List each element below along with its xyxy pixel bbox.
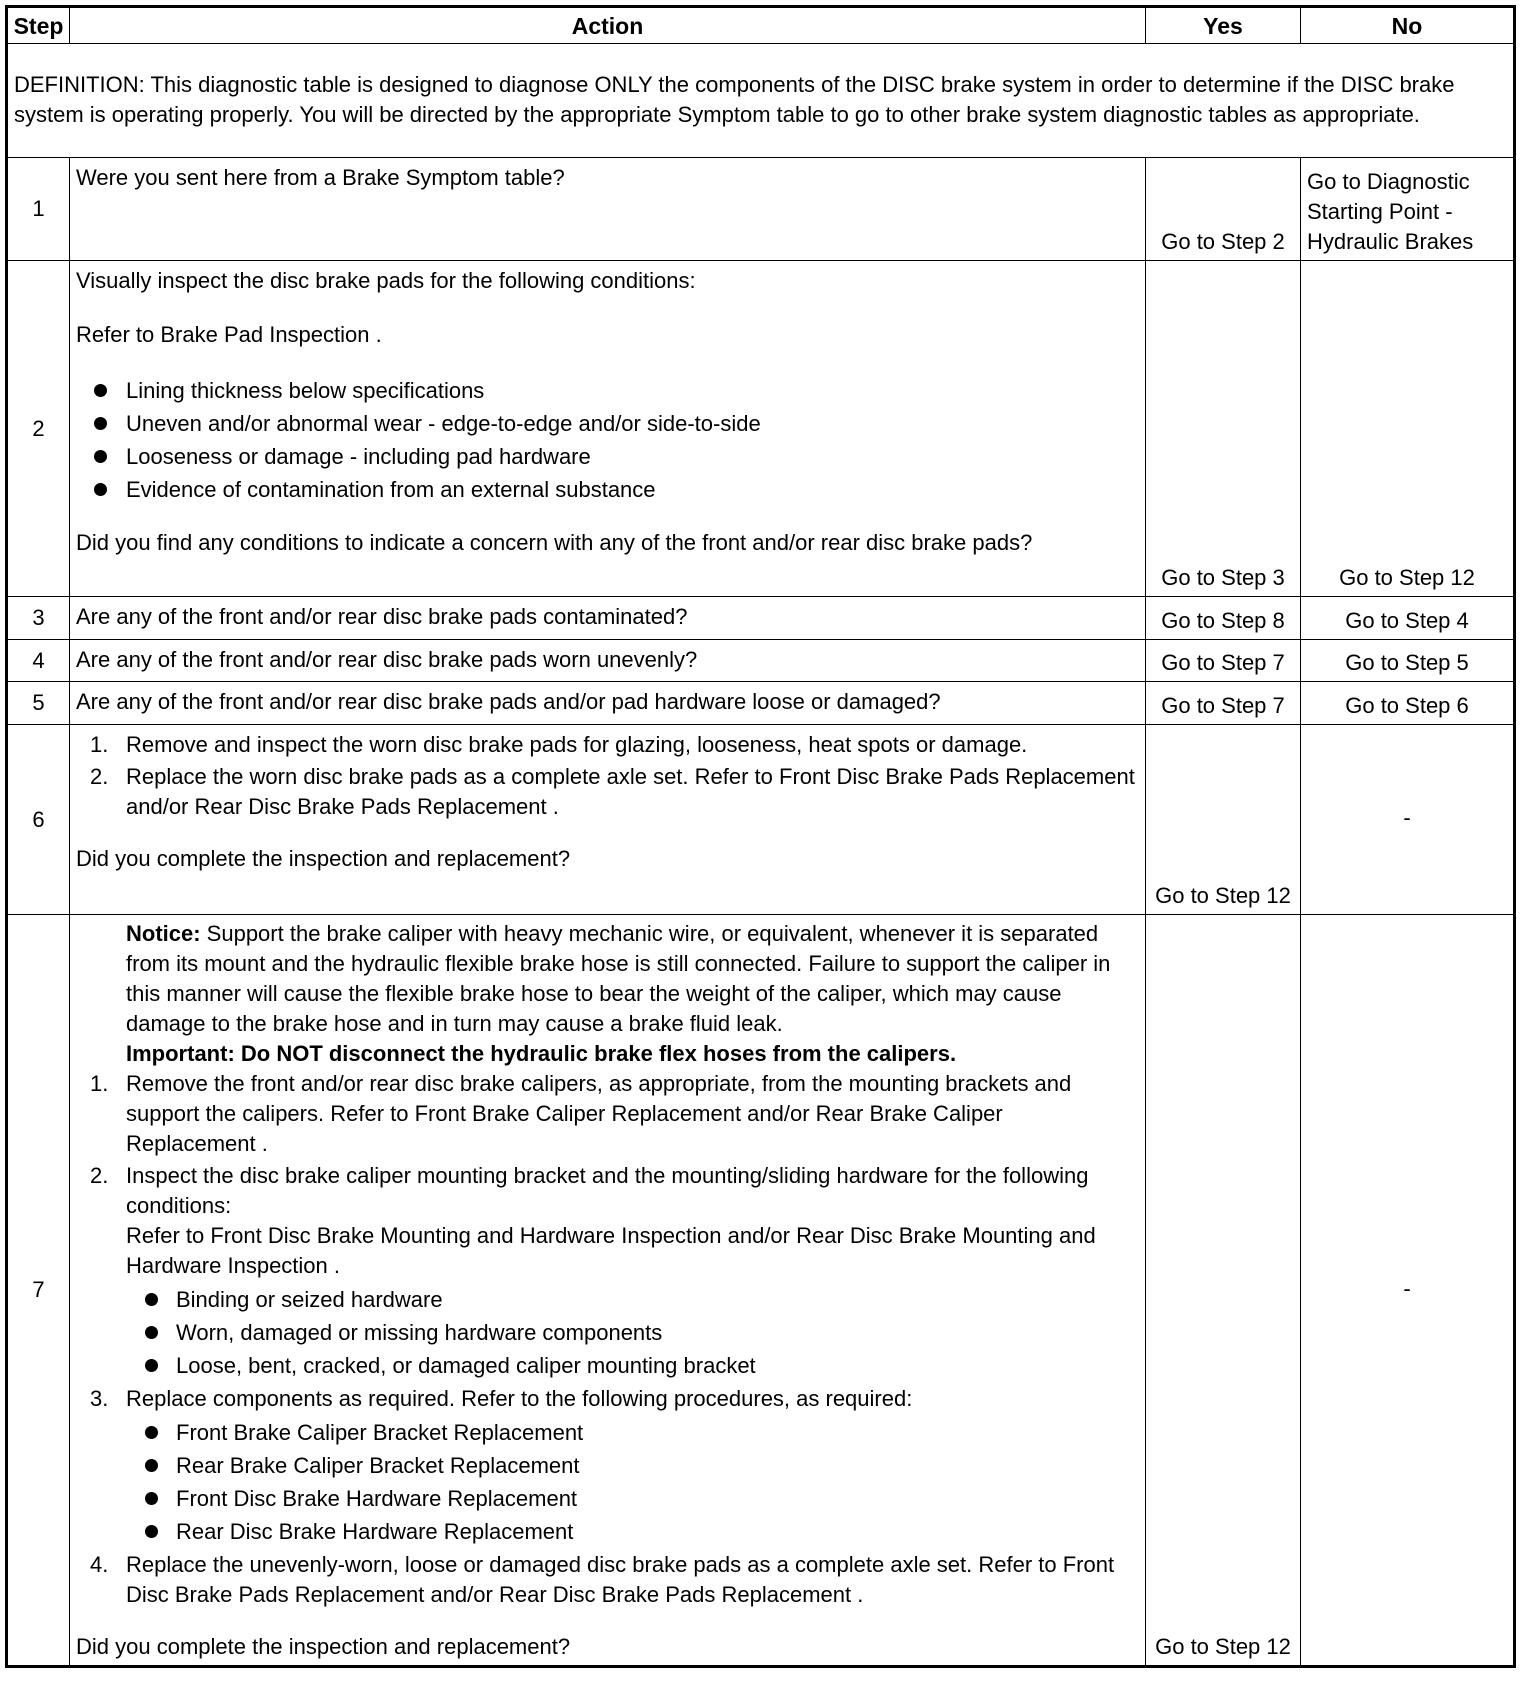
no-cell: Go to Step 12	[1301, 261, 1515, 597]
bullet-icon	[145, 1326, 158, 1339]
bullet-icon	[94, 483, 107, 496]
yes-cell: Go to Step 8	[1146, 597, 1301, 640]
table-row	[7, 261, 1515, 597]
question-text: Did you complete the inspection and replacement?	[76, 846, 571, 871]
list-item: Looseness or damage - including pad hardware	[76, 440, 1137, 473]
list-item: 4. Replace the unevenly-worn, loose or damaged disc brake pads as a complete axle set. Refer to Front Disc Brake Pads Replacement and/or Rear Disc Brake Pads Replacement .	[90, 1552, 1115, 1607]
no-header: No	[1301, 7, 1515, 44]
question-text: Were you sent here from a Brake Symptom table?	[76, 165, 565, 190]
diagnostic-table	[5, 5, 1516, 1668]
list-item: Worn, damaged or missing hardware components	[126, 1316, 1137, 1349]
list-item: Uneven and/or abnormal wear - edge-to-edge and/or side-to-side	[76, 407, 1137, 440]
yes-cell: Go to Step 7	[1146, 682, 1301, 725]
bullet-icon	[145, 1359, 158, 1372]
table-row	[7, 640, 1515, 682]
table-row	[7, 725, 1515, 915]
no-cell: Go to Step 4	[1301, 597, 1515, 640]
step-number: 2	[7, 261, 70, 597]
step-number: 5	[7, 682, 70, 725]
bullet-icon	[145, 1525, 158, 1538]
question-text: Are any of the front and/or rear disc brake pads and/or pad hardware loose or damaged?	[76, 689, 941, 714]
list-item: Front Disc Brake Hardware Replacement	[126, 1482, 1137, 1515]
list-item: Lining thickness below specifications	[76, 374, 1137, 407]
action-header: Action	[70, 7, 1146, 44]
list-item: 2. Replace the worn disc brake pads as a complete axle set. Refer to Front Disc Brake Pads Replacement and/or Rear Disc Brake Pads Replacement .	[90, 764, 1135, 819]
step-number: 1	[7, 158, 70, 261]
list-item: Front Brake Caliper Bracket Replacement	[126, 1416, 1137, 1449]
list-item: 1. Remove the front and/or rear disc brake calipers, as appropriate, from the mounting brackets and support the calipers. Refer to Front Brake Caliper Replacement and/or Rear Brake Caliper Replacement .	[90, 1071, 1072, 1156]
action-cell	[70, 261, 1146, 597]
step-number: 4	[7, 640, 70, 682]
action-cell	[70, 640, 1146, 682]
bullet-icon	[145, 1492, 158, 1505]
yes-cell: Go to Step 12	[1146, 725, 1301, 915]
question-text: Did you find any conditions to indicate a concern with any of the front and/or rear disc brake pads?	[76, 530, 1033, 555]
refer-text: Refer to Brake Pad Inspection .	[76, 322, 382, 347]
yes-cell: Go to Step 7	[1146, 640, 1301, 682]
yes-cell: Go to Step 2	[1146, 158, 1301, 261]
action-cell	[70, 725, 1146, 915]
bullet-icon	[145, 1293, 158, 1306]
condition-list	[76, 374, 1137, 506]
notice-text: Notice: Support the brake caliper with heavy mechanic wire, or equivalent, whenever it is separated from its mount and the hydraulic flexible brake hose is still connected. Failure to support the caliper in this manner will cause the flexible brake hose to bear the weight of the caliper, which may cause damage to the brake hose and in turn may cause a brake fluid leak.	[126, 921, 1111, 1036]
header-row	[7, 7, 1515, 44]
procedure-list	[76, 730, 1137, 822]
no-cell: -	[1301, 915, 1515, 1667]
question-text: Did you complete the inspection and replacement?	[76, 1634, 571, 1659]
list-item: Rear Brake Caliper Bracket Replacement	[126, 1449, 1137, 1482]
table-row	[7, 597, 1515, 640]
table-row	[7, 158, 1515, 261]
step-number: 3	[7, 597, 70, 640]
no-cell: -	[1301, 725, 1515, 915]
procedure-link-list	[126, 1416, 1137, 1548]
definition-row	[7, 44, 1515, 158]
question-text: Are any of the front and/or rear disc brake pads worn unevenly?	[76, 647, 698, 672]
action-cell	[70, 682, 1146, 725]
yes-cell: Go to Step 3	[1146, 261, 1301, 597]
question-text: Are any of the front and/or rear disc brake pads contaminated?	[76, 604, 688, 629]
important-text: Important: Do NOT disconnect the hydraulic brake flex hoses from the calipers.	[126, 1041, 957, 1066]
condition-list	[126, 1283, 1137, 1382]
intro-text: Visually inspect the disc brake pads for the following conditions:	[76, 268, 696, 293]
procedure-list	[76, 1069, 1137, 1610]
bullet-icon	[145, 1459, 158, 1472]
no-cell: Go to Step 6	[1301, 682, 1515, 725]
bullet-icon	[94, 417, 107, 430]
action-cell	[70, 597, 1146, 640]
step-number: 6	[7, 725, 70, 915]
yes-header: Yes	[1146, 7, 1301, 44]
yes-cell: Go to Step 12	[1146, 915, 1301, 1667]
bullet-icon	[94, 384, 107, 397]
table-row	[7, 915, 1515, 1667]
step-number: 7	[7, 915, 70, 1667]
bullet-icon	[94, 450, 107, 463]
list-item: Loose, bent, cracked, or damaged caliper mounting bracket	[126, 1349, 1137, 1382]
table-row	[7, 682, 1515, 725]
action-cell	[70, 158, 1146, 261]
action-cell	[70, 915, 1146, 1667]
list-item: 1. Remove and inspect the worn disc brake pads for glazing, looseness, heat spots or damage.	[90, 732, 1028, 757]
list-item: 2. Inspect the disc brake caliper mounting bracket and the mounting/sliding hardware for the following conditions: Refer to Front Disc Brake Mounting and Hardware Inspection and/or Rear Disc Brake Mounting and Hardware Inspection . Binding or seized hardware Worn, damaged or missing hardware components Loose, bent, cracked, or damaged caliper mounting bracket	[76, 1161, 1137, 1382]
definition-text: DEFINITION: This diagnostic table is designed to diagnose ONLY the components of the DISC brake system in order to determine if the DISC brake system is operating properly. You will be directed by the appropriate Symptom table to go to other brake system diagnostic tables as appropriate.	[7, 44, 1515, 158]
list-item: Binding or seized hardware	[126, 1283, 1137, 1316]
list-item: 3. Replace components as required. Refer to the following procedures, as required: Front Brake Caliper Bracket Replacement Rear Brake Caliper Bracket Replacement Front Disc Brake Hardware Replacement Rear Disc Brake Hardware Replacement	[76, 1384, 1137, 1548]
no-cell: Go to Diagnostic Starting Point - Hydraulic Brakes	[1301, 158, 1515, 261]
list-item: Evidence of contamination from an external substance	[76, 473, 1137, 506]
no-cell: Go to Step 5	[1301, 640, 1515, 682]
bullet-icon	[145, 1426, 158, 1439]
list-item: Rear Disc Brake Hardware Replacement	[126, 1515, 1137, 1548]
step-header: Step	[7, 7, 70, 44]
